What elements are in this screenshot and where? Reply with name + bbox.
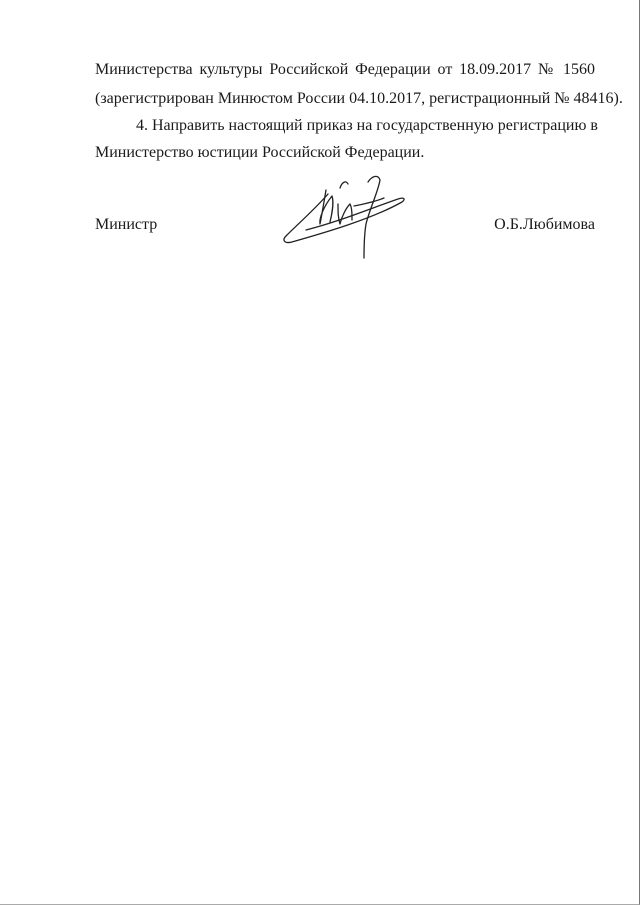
paragraph-2-line-2: Министерство юстиции Российской Федерации. bbox=[95, 144, 425, 161]
minister-title: Министр bbox=[95, 216, 158, 233]
minister-name: О.Б.Любимова bbox=[494, 216, 595, 233]
paragraph-2-line-1: 4. Направить настоящий приказ на государственную регистрацию в bbox=[136, 117, 598, 134]
paragraph-1-line-1: Министерства культуры Российской Федерации от 18.09.2017 № 1560 bbox=[95, 61, 595, 78]
paragraph-1-line-2: (зарегистрирован Минюстом России 04.10.2017, регистрационный № 48416). bbox=[95, 90, 623, 107]
handwritten-signature-icon bbox=[280, 168, 410, 260]
